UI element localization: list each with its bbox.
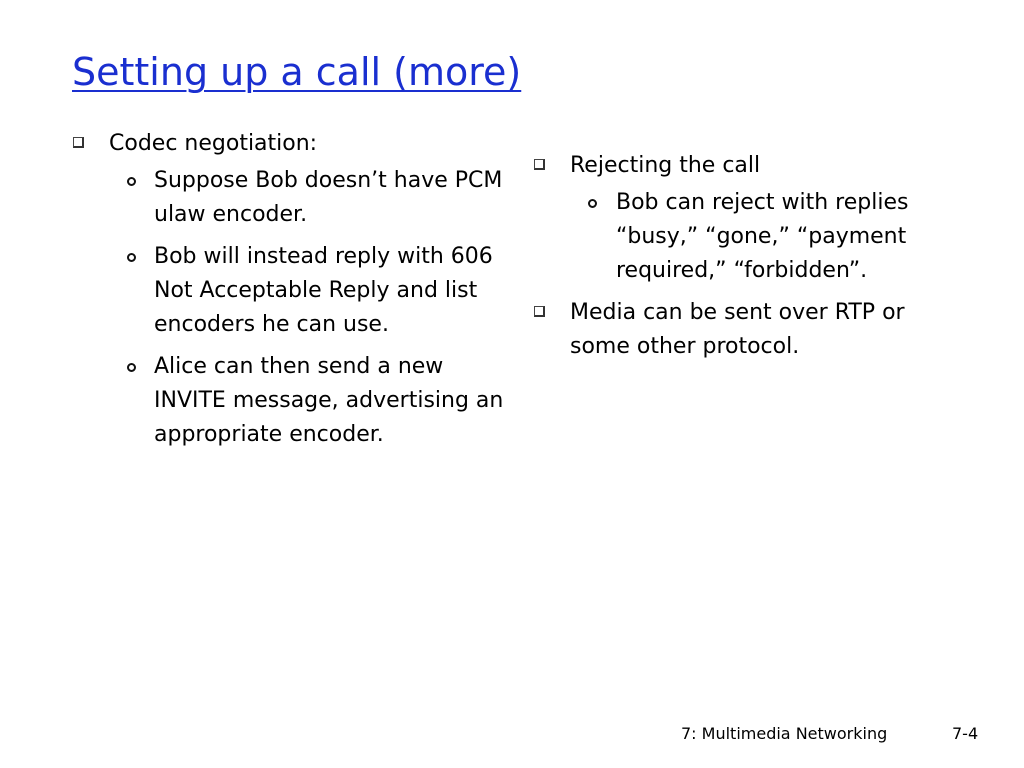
sub-bullet-list bbox=[570, 186, 953, 288]
bullet-text: Rejecting the call bbox=[570, 153, 761, 178]
right-bullet-list bbox=[533, 149, 953, 364]
square-bullet-icon bbox=[534, 306, 545, 317]
right-column bbox=[533, 149, 953, 368]
sub-bullet-item bbox=[109, 164, 512, 232]
sub-bullet-item bbox=[570, 186, 953, 288]
sub-bullet-text: Bob can reject with replies “busy,” “gone,” “payment required,” “forbidden”. bbox=[616, 190, 909, 283]
left-bullet-list bbox=[72, 127, 512, 452]
square-bullet-icon bbox=[73, 137, 84, 148]
sub-bullet-item bbox=[109, 240, 512, 342]
footer-page-number: 7-4 bbox=[952, 724, 979, 743]
slide-title: Setting up a call (more) bbox=[72, 50, 522, 94]
bullet-rejecting-call bbox=[533, 149, 953, 288]
left-column bbox=[72, 127, 512, 460]
sub-bullet-list bbox=[109, 164, 512, 452]
bullet-codec-negotiation bbox=[72, 127, 512, 452]
circle-bullet-icon bbox=[588, 199, 597, 208]
sub-bullet-text: Alice can then send a new INVITE message, advertising an appropriate encoder. bbox=[154, 354, 504, 447]
square-bullet-icon bbox=[534, 159, 545, 170]
sub-bullet-item bbox=[109, 350, 512, 452]
bullet-text: Media can be sent over RTP or some other protocol. bbox=[570, 300, 905, 359]
circle-bullet-icon bbox=[127, 253, 136, 262]
bullet-media-rtp bbox=[533, 296, 953, 364]
footer-chapter: 7: Multimedia Networking bbox=[681, 724, 888, 743]
sub-bullet-text: Bob will instead reply with 606 Not Acceptable Reply and list encoders he can use. bbox=[154, 244, 493, 337]
sub-bullet-text: Suppose Bob doesn’t have PCM ulaw encoder. bbox=[154, 168, 503, 227]
circle-bullet-icon bbox=[127, 363, 136, 372]
circle-bullet-icon bbox=[127, 177, 136, 186]
bullet-text: Codec negotiation: bbox=[109, 131, 318, 156]
